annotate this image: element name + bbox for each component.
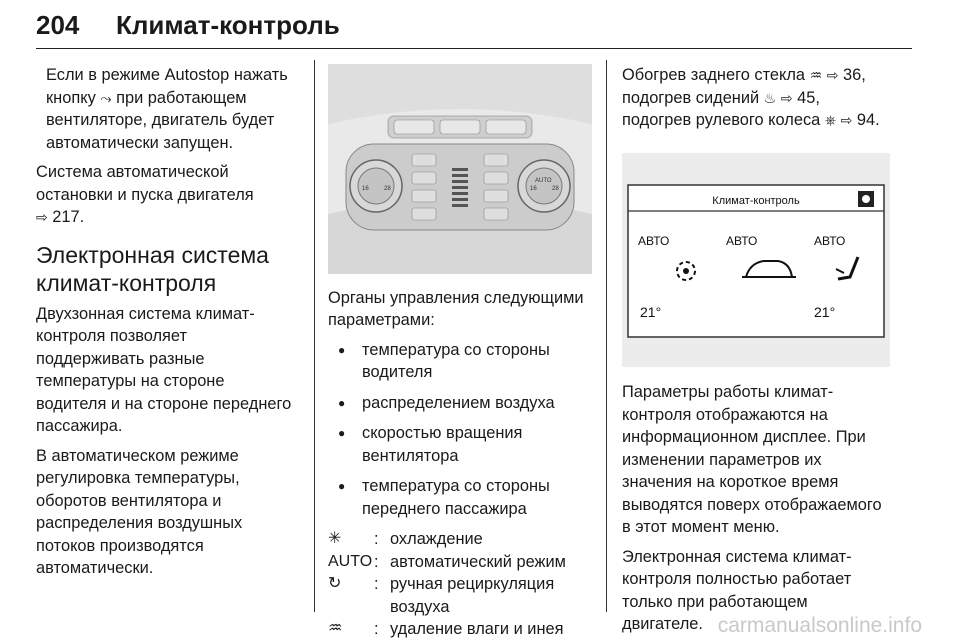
recirculation-icon: ↻ — [328, 575, 342, 592]
page-ref-icon: ⇨ — [36, 209, 48, 225]
page-ref-icon: ⇨ — [840, 112, 853, 128]
rear-window-heat-icon: ♒ — [809, 67, 823, 83]
left-temp-max: 28 — [384, 186, 391, 192]
right-temp-max: 28 — [552, 186, 559, 192]
page-header — [36, 8, 912, 48]
page-ref[interactable]: 94. — [856, 111, 880, 129]
list-item: ● температура со стороны переднего пассажира — [328, 475, 594, 520]
heating-refs-paragraph: Обогрев заднего стекла ♒ ⇨ 36, подогрев сидений ♨ ⇨ 45, подогрев рулевого колеса ⎈ ⇨ 94. — [622, 66, 880, 129]
left-temp-min: 16 — [362, 186, 369, 192]
list-item: ● скоростью вращения вентилятора — [328, 422, 594, 467]
page-number: 204 — [36, 10, 80, 40]
display-temp-right: 21° — [814, 303, 836, 320]
controls-intro: Органы управления следующими параметрами: — [328, 288, 584, 329]
display-temp-left: 21° — [640, 303, 662, 320]
display-paragraph: Параметры работы климат-контроля отображаются на информационном дисплее. При изменении параметров их значения на короткое время выводятся поверх отображаемого в этот момент меню. — [622, 383, 882, 536]
column-divider — [606, 60, 607, 612]
dual-zone-paragraph: Двухзонная система климат-контроля позволяет поддерживать разные температуры на стороне водителя и на стороне переднего пассажира. — [36, 304, 292, 435]
auto-mode-paragraph: В автоматическом режиме регулировка температуры, оборотов вентилятора и распределения воздушных потоков производятся автоматически. — [36, 446, 243, 577]
header-rule — [36, 48, 912, 49]
controls-list — [328, 339, 594, 521]
right-temp-min: 16 — [530, 186, 537, 192]
definition-row: ✳ : охлаждение — [328, 528, 594, 551]
info-display-illustration — [622, 153, 890, 367]
seat-heat-icon: ♨ — [763, 89, 777, 106]
column-1 — [36, 64, 298, 587]
definition-text: удаление влаги и инея — [390, 620, 564, 638]
seat-fan-icon: ⤳ — [100, 89, 112, 106]
watermark: carmanualsonline.info — [717, 614, 922, 637]
section-heading: Электронная система климат-контроля — [36, 241, 269, 296]
autostop-ref-paragraph: Система автоматической остановки и пуска двигателя ⇨ 217. — [36, 163, 254, 226]
column-3 — [622, 64, 890, 643]
page-ref-icon: ⇨ — [780, 89, 793, 106]
snowflake-icon: ✳ — [328, 530, 342, 547]
autostop-note: Если в режиме Autostop нажать кнопку ⤳ при работающем вентиляторе, двигатель будет автоматически запущен. — [46, 66, 288, 152]
column-divider — [314, 60, 315, 612]
list-item: ● распределением воздуха — [328, 392, 594, 415]
page-ref[interactable]: 45, — [797, 88, 820, 107]
steering-wheel-heat-icon: ⎈ — [824, 112, 837, 128]
engine-note-paragraph: Электронная система климат-контроля полностью работает только при работающем двигателе. — [622, 547, 852, 633]
page-title: Климат-контроль — [116, 10, 340, 40]
climate-panel-illustration — [328, 64, 592, 274]
display-auto-seat: АВТО — [814, 233, 846, 248]
page-ref-icon: ⇨ — [826, 67, 839, 83]
definition-text: автоматический режим — [390, 552, 566, 571]
page-ref[interactable]: 36, — [843, 66, 866, 84]
definition-text: охлаждение — [390, 530, 483, 548]
display-auto-distribution: АВТО — [726, 233, 758, 248]
panel-auto-label: AUTO — [535, 178, 552, 184]
symbol-definitions — [328, 528, 594, 641]
page-ref[interactable]: 217. — [52, 208, 85, 226]
column-2 — [328, 64, 594, 641]
display-auto-fan: АВТО — [638, 233, 670, 248]
definition-row: ♒ : удаление влаги и инея — [328, 618, 594, 641]
display-title: Климат-контроль — [712, 194, 800, 207]
definition-text: ручная рециркуляция воздуха — [390, 575, 555, 616]
definition-row: ↻ : ручная рециркуляция воздуха — [328, 573, 594, 618]
auto-symbol: AUTO — [328, 552, 373, 570]
definition-row: AUTO : автоматический режим — [328, 551, 594, 574]
list-item: ● температура со стороны водителя — [328, 339, 594, 384]
defrost-icon: ♒ — [328, 620, 343, 637]
